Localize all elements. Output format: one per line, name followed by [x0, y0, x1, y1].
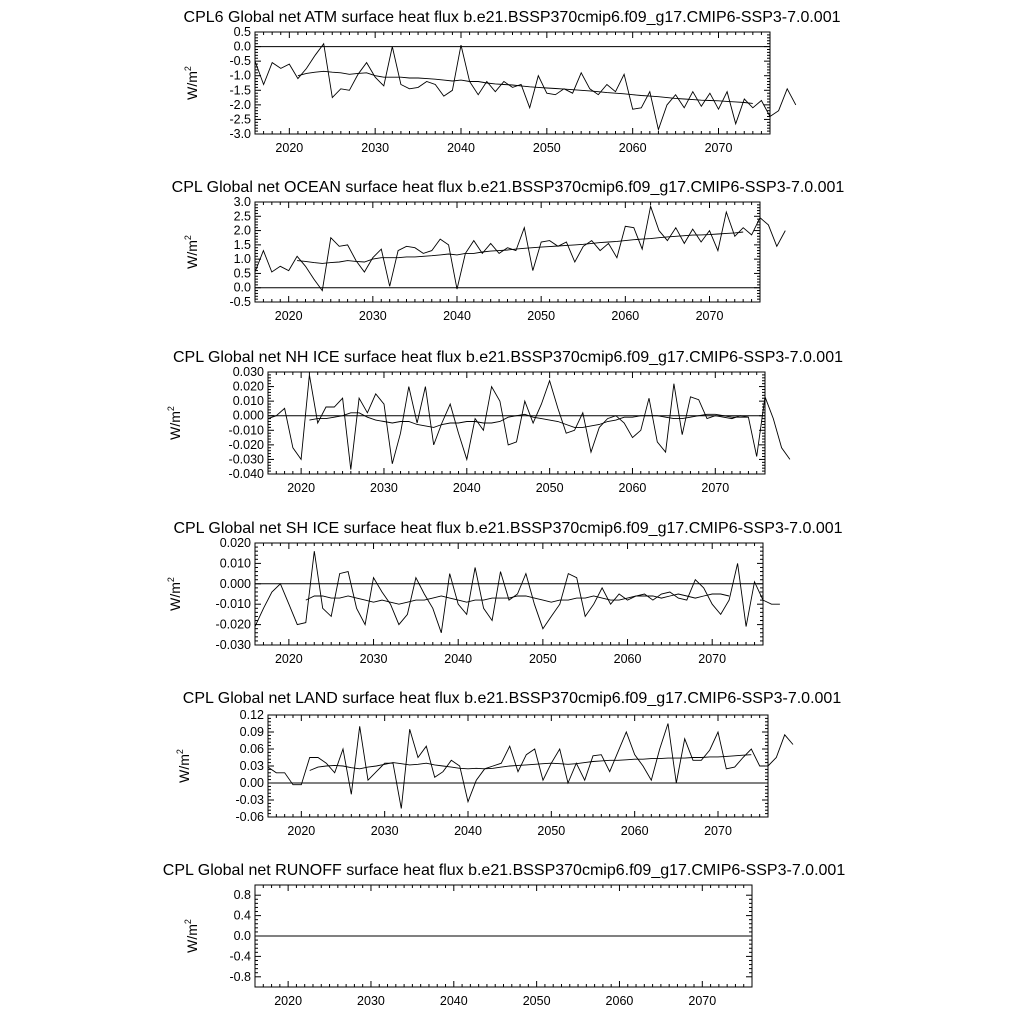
chart-title: CPL6 Global net ATM surface heat flux b.e21.BSSP370cmip6.f09_g17.CMIP6-SSP3-7.0.001 [183, 9, 841, 26]
chart-panel-1 [183, 9, 841, 155]
chart-panel-6 [163, 862, 846, 1008]
x-tick-label: 2020 [274, 309, 303, 323]
x-tick-label: 2060 [605, 994, 634, 1008]
y-tick-label: 1.0 [233, 252, 251, 267]
chart-panel-4 [166, 520, 843, 666]
y-axis-label [166, 577, 183, 611]
y-axis-label-base: W/m [184, 71, 200, 100]
x-tick-label: 2060 [618, 141, 647, 155]
y-tick-label: -1.5 [229, 83, 251, 98]
y-tick-label: -0.8 [229, 969, 251, 984]
y-tick-label: -0.010 [228, 423, 264, 438]
y-tick-label: -0.06 [235, 810, 264, 824]
x-tick-label: 2030 [370, 481, 398, 495]
y-tick-label: -2.5 [229, 112, 251, 127]
chart-title: CPL Global net RUNOFF surface heat flux b.e21.BSSP370cmip6.f09_g17.CMIP6-SSP3-7.0.001 [162, 862, 846, 879]
x-tick-label: 2030 [359, 652, 388, 666]
x-tick-label: 2070 [698, 652, 727, 666]
y-tick-label: 0.010 [219, 556, 251, 571]
y-axis-label [175, 749, 192, 783]
x-tick-label: 2030 [358, 309, 387, 323]
y-tick-label: -0.030 [215, 638, 251, 652]
x-tick-label: 2040 [444, 652, 473, 666]
y-axis-label-base: W/m [167, 411, 183, 440]
y-tick-label: 1.5 [233, 237, 251, 252]
y-tick-label: 0.0 [233, 280, 251, 295]
y-tick-label: 0.5 [233, 25, 251, 39]
y-axis-label-superscript: 2 [166, 577, 176, 583]
x-tick-label: 2020 [275, 141, 304, 155]
y-tick-label: 2.5 [233, 209, 251, 224]
y-tick-label: -0.03 [235, 793, 264, 807]
y-tick-label: 0.00 [239, 776, 264, 790]
x-tick-label: 2050 [528, 652, 557, 666]
y-tick-label: 0.5 [233, 266, 251, 281]
x-tick-label: 2020 [274, 652, 303, 666]
x-tick-label: 2020 [274, 994, 303, 1008]
x-tick-label: 2020 [287, 481, 316, 495]
y-axis-label-superscript: 2 [183, 66, 193, 72]
y-axis-label-superscript: 2 [183, 919, 193, 925]
y-tick-label: -0.4 [229, 949, 251, 964]
x-tick-label: 2030 [370, 824, 399, 838]
x-tick-label: 2030 [357, 994, 385, 1008]
series-line-running-mean [298, 71, 753, 103]
x-tick-label: 2050 [522, 994, 551, 1008]
x-tick-label: 2070 [701, 481, 730, 495]
y-tick-label: 0.09 [239, 725, 264, 739]
y-tick-label: 0.4 [233, 908, 251, 923]
y-tick-label: -0.020 [215, 617, 251, 632]
x-tick-label: 2030 [361, 141, 390, 155]
y-tick-label: 0.0 [233, 929, 251, 943]
y-tick-label: 0.06 [239, 742, 264, 756]
x-tick-label: 2040 [452, 481, 481, 495]
x-tick-label: 2040 [447, 141, 475, 155]
x-tick-label: 2040 [454, 824, 482, 838]
x-tick-label: 2050 [532, 141, 561, 155]
x-tick-label: 2040 [443, 309, 471, 323]
y-axis-label-superscript: 2 [166, 406, 176, 412]
chart-title: CPL Global net LAND surface heat flux b.e21.BSSP370cmip6.f09_g17.CMIP6-SSP3-7.0.001 [182, 690, 842, 707]
y-tick-label: 0.03 [239, 759, 264, 773]
x-tick-label: 2070 [704, 141, 733, 155]
y-tick-label: 0.8 [233, 888, 251, 903]
y-axis-label [183, 66, 200, 100]
y-tick-label: 2.0 [233, 223, 251, 238]
x-tick-label: 2050 [535, 481, 564, 495]
y-tick-label: -0.020 [228, 437, 264, 452]
y-tick-label: -0.040 [228, 467, 264, 481]
x-tick-label: 2050 [527, 309, 556, 323]
x-tick-label: 2060 [618, 481, 647, 495]
plot-frame [255, 543, 763, 645]
series-line-running-mean [310, 755, 752, 771]
plot-frame [268, 372, 765, 474]
series-line-annual [268, 375, 790, 470]
y-tick-label: -0.5 [229, 295, 251, 309]
series-line-annual [255, 551, 780, 633]
y-axis-label-superscript: 2 [183, 235, 193, 241]
series-line-annual [268, 724, 793, 809]
x-tick-label: 2070 [695, 309, 724, 323]
y-tick-label: 0.0 [233, 39, 251, 54]
y-axis-label [183, 235, 200, 269]
y-axis-label-base: W/m [184, 924, 200, 953]
y-axis-label-base: W/m [176, 754, 192, 783]
y-tick-label: -2.0 [229, 97, 251, 112]
y-axis-label-base: W/m [167, 582, 183, 611]
x-tick-label: 2060 [620, 824, 649, 838]
y-axis-label-superscript: 2 [175, 749, 185, 755]
y-tick-label: 0.020 [232, 379, 264, 394]
y-tick-label: -0.030 [228, 452, 264, 467]
y-tick-label: 0.030 [232, 365, 264, 379]
y-tick-label: 0.010 [232, 394, 264, 409]
y-tick-label: -0.5 [229, 54, 251, 69]
series-line-running-mean [297, 232, 743, 263]
chart-title: CPL Global net OCEAN surface heat flux b.e21.BSSP370cmip6.f09_g17.CMIP6-SSP3-7.0.001 [171, 179, 845, 196]
y-tick-label: 0.12 [239, 708, 264, 722]
chart-title: CPL Global net NH ICE surface heat flux b.e21.BSSP370cmip6.f09_g17.CMIP6-SSP3-7.0.001 [173, 349, 843, 366]
y-tick-label: -0.010 [215, 597, 251, 612]
x-tick-label: 2040 [439, 994, 468, 1008]
y-tick-label: 3.0 [233, 195, 251, 209]
x-tick-label: 2020 [287, 824, 316, 838]
y-tick-label: 0.000 [232, 408, 264, 423]
series-line-running-mean [309, 413, 748, 428]
x-tick-label: 2070 [688, 994, 717, 1008]
x-tick-label: 2060 [611, 309, 640, 323]
y-tick-label: -3.0 [229, 127, 251, 141]
chart-title: CPL Global net SH ICE surface heat flux b.e21.BSSP370cmip6.f09_g17.CMIP6-SSP3-7.0.001 [173, 520, 843, 537]
y-tick-label: 0.020 [219, 536, 251, 550]
plot-frame [255, 32, 770, 134]
chart-panel-2 [172, 179, 845, 323]
x-tick-label: 2070 [704, 824, 732, 838]
y-tick-label: -1.0 [229, 68, 251, 83]
plot-frame [255, 202, 760, 302]
chart-panel-3 [166, 349, 843, 495]
y-axis-label [183, 919, 200, 953]
y-axis-label [166, 406, 183, 440]
chart-panel-5 [175, 690, 841, 838]
y-tick-label: 0.000 [219, 576, 251, 591]
y-axis-label-base: W/m [184, 240, 200, 269]
x-tick-label: 2050 [537, 824, 566, 838]
x-tick-label: 2060 [613, 652, 642, 666]
